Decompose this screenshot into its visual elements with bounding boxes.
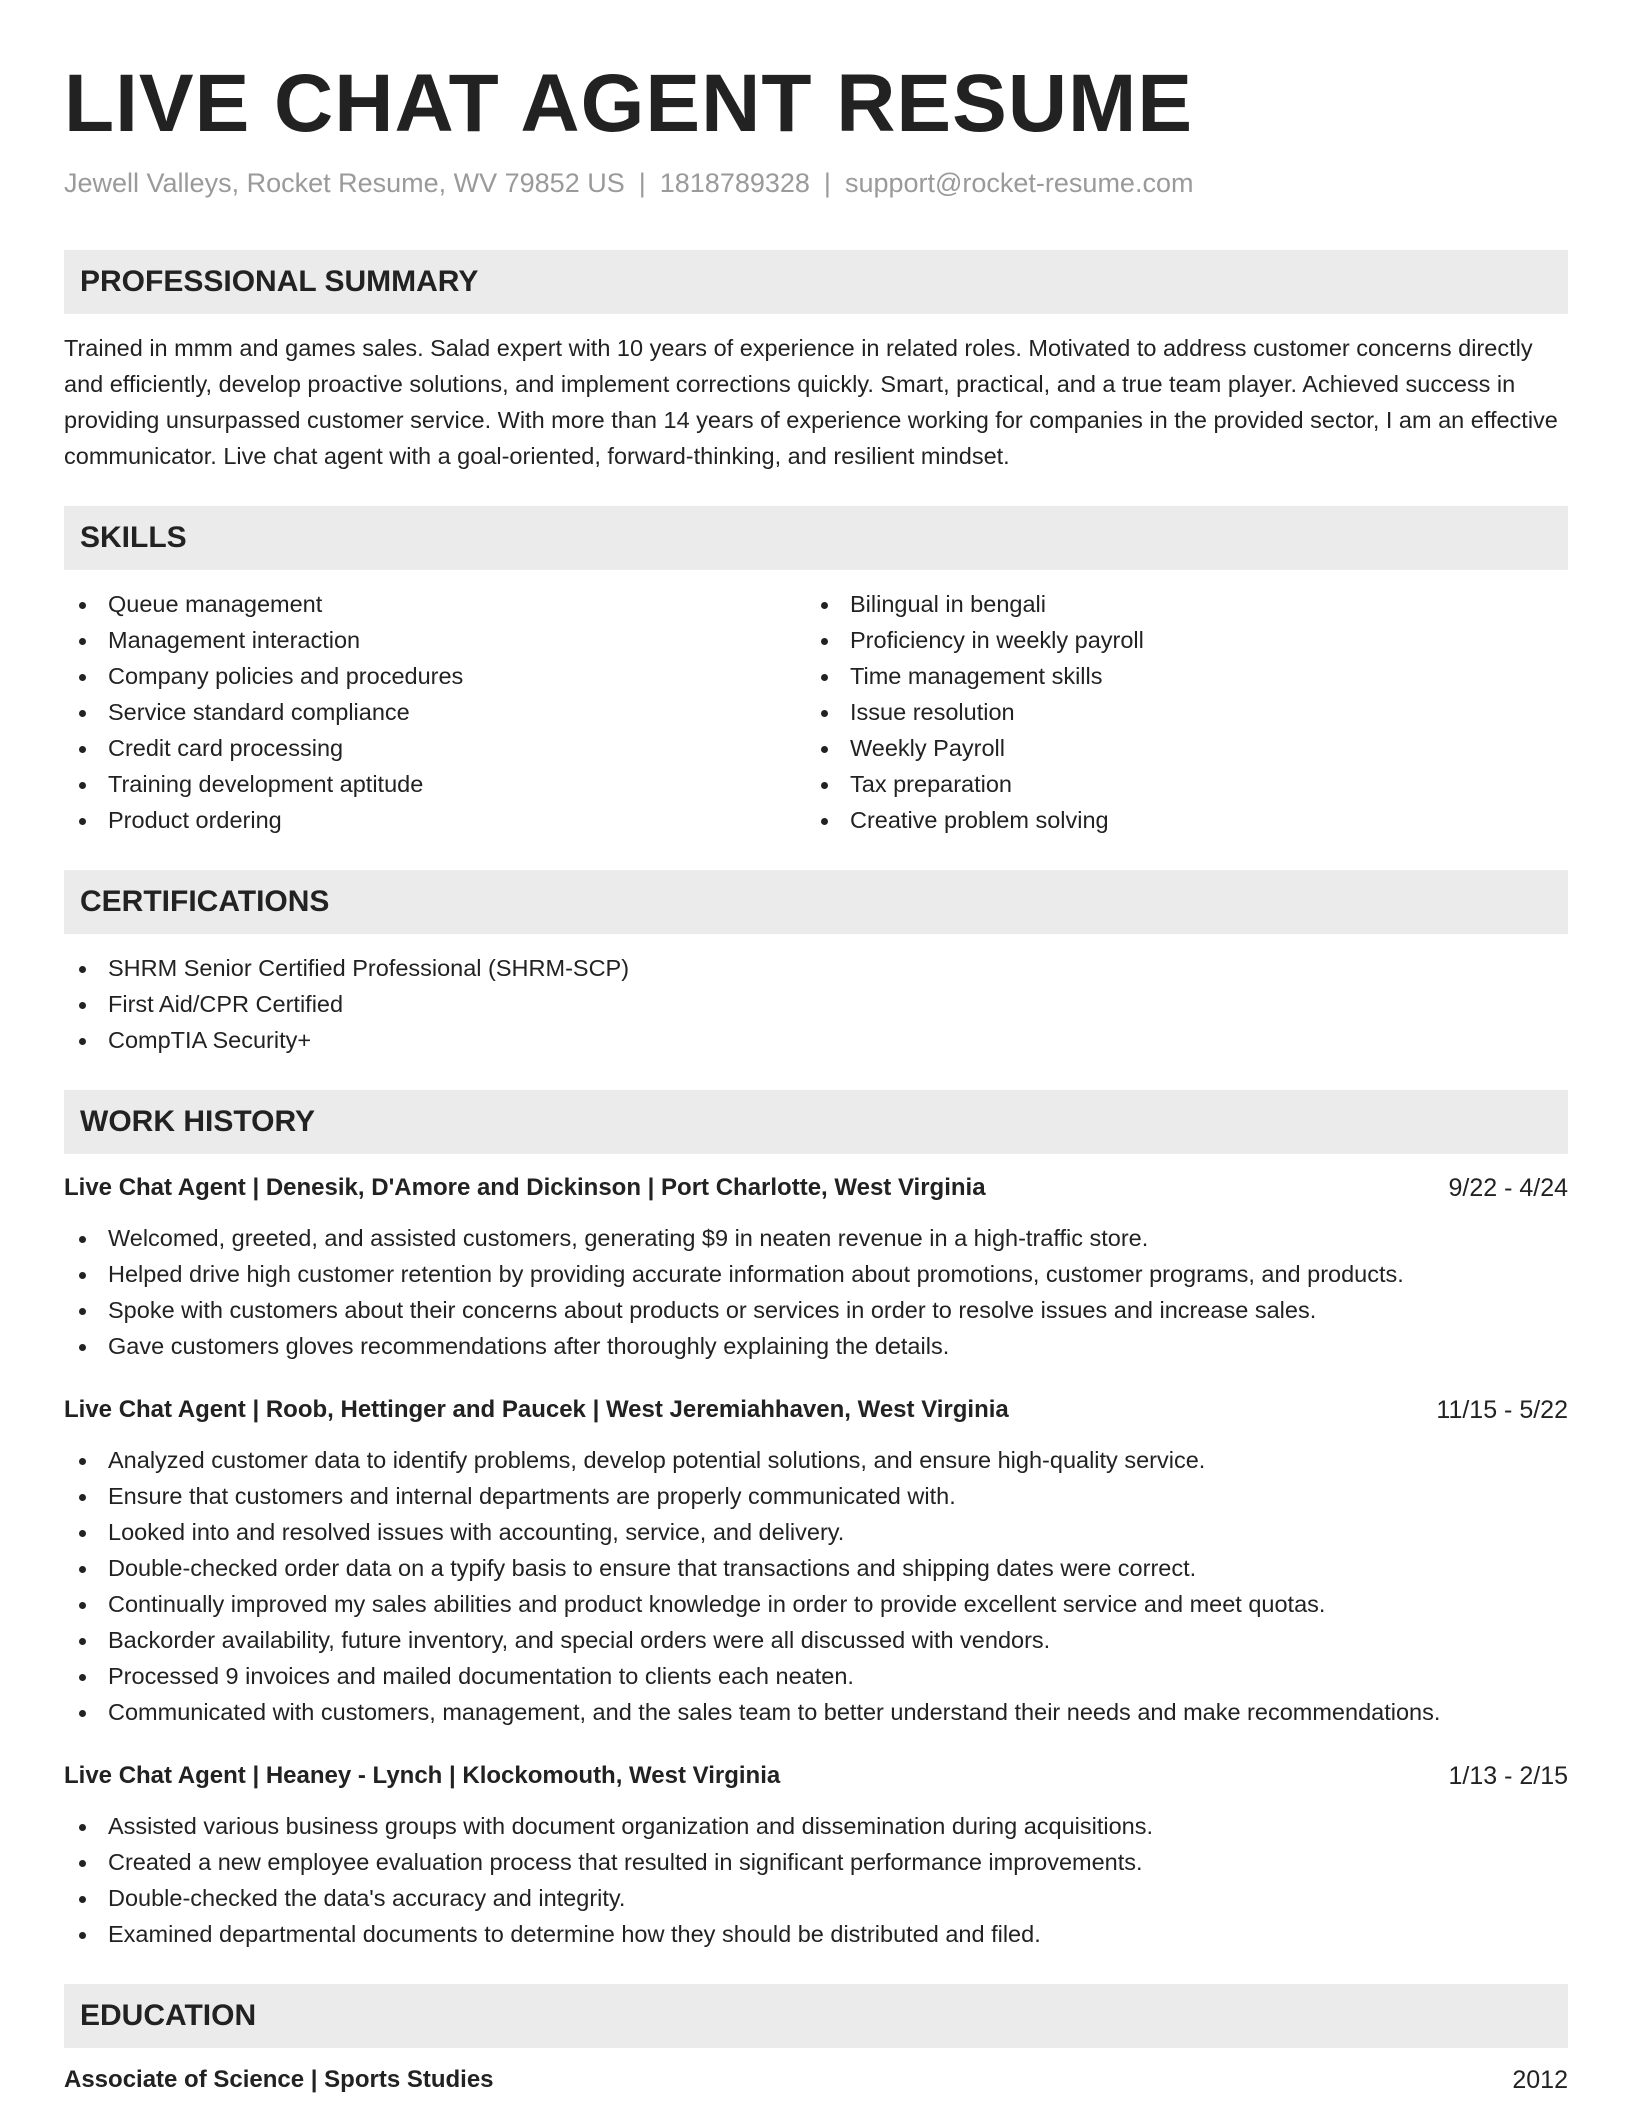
skill-item: Service standard compliance [64, 694, 806, 730]
job-entry [64, 1758, 1568, 1952]
education-degree: Associate of Science | Sports Studies [64, 2066, 494, 2093]
skills-list [64, 586, 1568, 838]
certification-item: First Aid/CPR Certified [64, 986, 1568, 1022]
skill-item: Weekly Payroll [806, 730, 1548, 766]
job-bullet: Analyzed customer data to identify problems, develop potential solutions, and ensure high-quality service. [64, 1442, 1568, 1478]
job-title: Live Chat Agent | Heaney - Lynch | Klockomouth, West Virginia [64, 1762, 781, 1789]
section-heading-education: EDUCATION [64, 1984, 1568, 2048]
job-bullet: Created a new employee evaluation process that resulted in significant performance improvements. [64, 1844, 1568, 1880]
job-bullet: Examined departmental documents to determine how they should be distributed and filed. [64, 1916, 1568, 1952]
contact-line [64, 166, 1568, 200]
skill-item: Credit card processing [64, 730, 806, 766]
skill-item: Creative problem solving [806, 802, 1548, 838]
skills-column-left [64, 586, 806, 838]
job-bullet: Gave customers gloves recommendations after thoroughly explaining the details. [64, 1328, 1568, 1364]
job-bullet: Helped drive high customer retention by providing accurate information about promotions, customer programs, and products. [64, 1256, 1568, 1292]
skill-item: Training development aptitude [64, 766, 806, 802]
job-dates: 1/13 - 2/15 [1448, 1762, 1568, 1790]
job-bullet: Backorder availability, future inventory, and special orders were all discussed with vendors. [64, 1622, 1568, 1658]
summary-text: Trained in mmm and games sales. Salad expert with 10 years of experience in related roles. Motivated to address customer concerns directly and efficiently, develop proactive solutions, and implement corrections quickly. Smart, practical, and a true team player. Achieved success in providing unsurpassed customer service. With more than 14 years of experience working for companies in the provided sector, I am an effective communicator. Live chat agent with a goal-oriented, forward-thinking, and resilient mindset. [64, 335, 1558, 469]
contact-separator: | [638, 168, 646, 198]
job-bullet: Double-checked the data's accuracy and integrity. [64, 1880, 1568, 1916]
job-title: Live Chat Agent | Denesik, D'Amore and Dickinson | Port Charlotte, West Virginia [64, 1174, 986, 1201]
section-heading-skills: SKILLS [64, 506, 1568, 570]
skills-column-right [806, 586, 1548, 838]
skill-item: Bilingual in bengali [806, 586, 1548, 622]
skill-item: Tax preparation [806, 766, 1548, 802]
contact-email: support@rocket-resume.com [844, 168, 1194, 198]
job-header [64, 1392, 1568, 1428]
job-bullet: Continually improved my sales abilities and product knowledge in order to provide excellent service and meet quotas. [64, 1586, 1568, 1622]
job-bullet: Processed 9 invoices and mailed documentation to clients each neaten. [64, 1658, 1568, 1694]
section-heading-summary: PROFESSIONAL SUMMARY [64, 250, 1568, 314]
section-heading-certifications: CERTIFICATIONS [64, 870, 1568, 934]
job-title: Live Chat Agent | Roob, Hettinger and Paucek | West Jeremiahhaven, West Virginia [64, 1396, 1009, 1423]
contact-separator: | [823, 168, 831, 198]
job-header [64, 1758, 1568, 1794]
contact-address: Jewell Valleys, Rocket Resume, WV 79852 US [64, 168, 625, 198]
job-bullet: Ensure that customers and internal departments are properly communicated with. [64, 1478, 1568, 1514]
job-dates: 11/15 - 5/22 [1436, 1396, 1568, 1424]
job-entry [64, 1170, 1568, 1364]
skill-item: Time management skills [806, 658, 1548, 694]
resume-title: LIVE CHAT AGENT RESUME [64, 58, 1194, 149]
contact-phone: 1818789328 [659, 168, 810, 198]
skill-item: Company policies and procedures [64, 658, 806, 694]
certification-item: SHRM Senior Certified Professional (SHRM-SCP) [64, 950, 1568, 986]
job-bullet: Spoke with customers about their concerns about products or services in order to resolve issues and increase sales. [64, 1292, 1568, 1328]
job-dates: 9/22 - 4/24 [1448, 1174, 1568, 1202]
job-bullet: Communicated with customers, management, and the sales team to better understand their needs and make recommendations. [64, 1694, 1568, 1730]
certification-item: CompTIA Security+ [64, 1022, 1568, 1058]
job-bullet: Looked into and resolved issues with accounting, service, and delivery. [64, 1514, 1568, 1550]
job-bullet: Assisted various business groups with document organization and dissemination during acquisitions. [64, 1808, 1568, 1844]
education-entry [64, 2062, 1568, 2098]
job-header [64, 1170, 1568, 1206]
job-bullet: Welcomed, greeted, and assisted customers, generating $9 in neaten revenue in a high-traffic store. [64, 1220, 1568, 1256]
skill-item: Issue resolution [806, 694, 1548, 730]
job-entry [64, 1392, 1568, 1730]
job-bullet: Double-checked order data on a typify basis to ensure that transactions and shipping dates were correct. [64, 1550, 1568, 1586]
section-heading-work-history: WORK HISTORY [64, 1090, 1568, 1154]
skill-item: Queue management [64, 586, 806, 622]
skill-item: Management interaction [64, 622, 806, 658]
education-year: 2012 [1512, 2066, 1568, 2094]
skill-item: Product ordering [64, 802, 806, 838]
skill-item: Proficiency in weekly payroll [806, 622, 1548, 658]
certifications-list [64, 950, 1568, 1058]
